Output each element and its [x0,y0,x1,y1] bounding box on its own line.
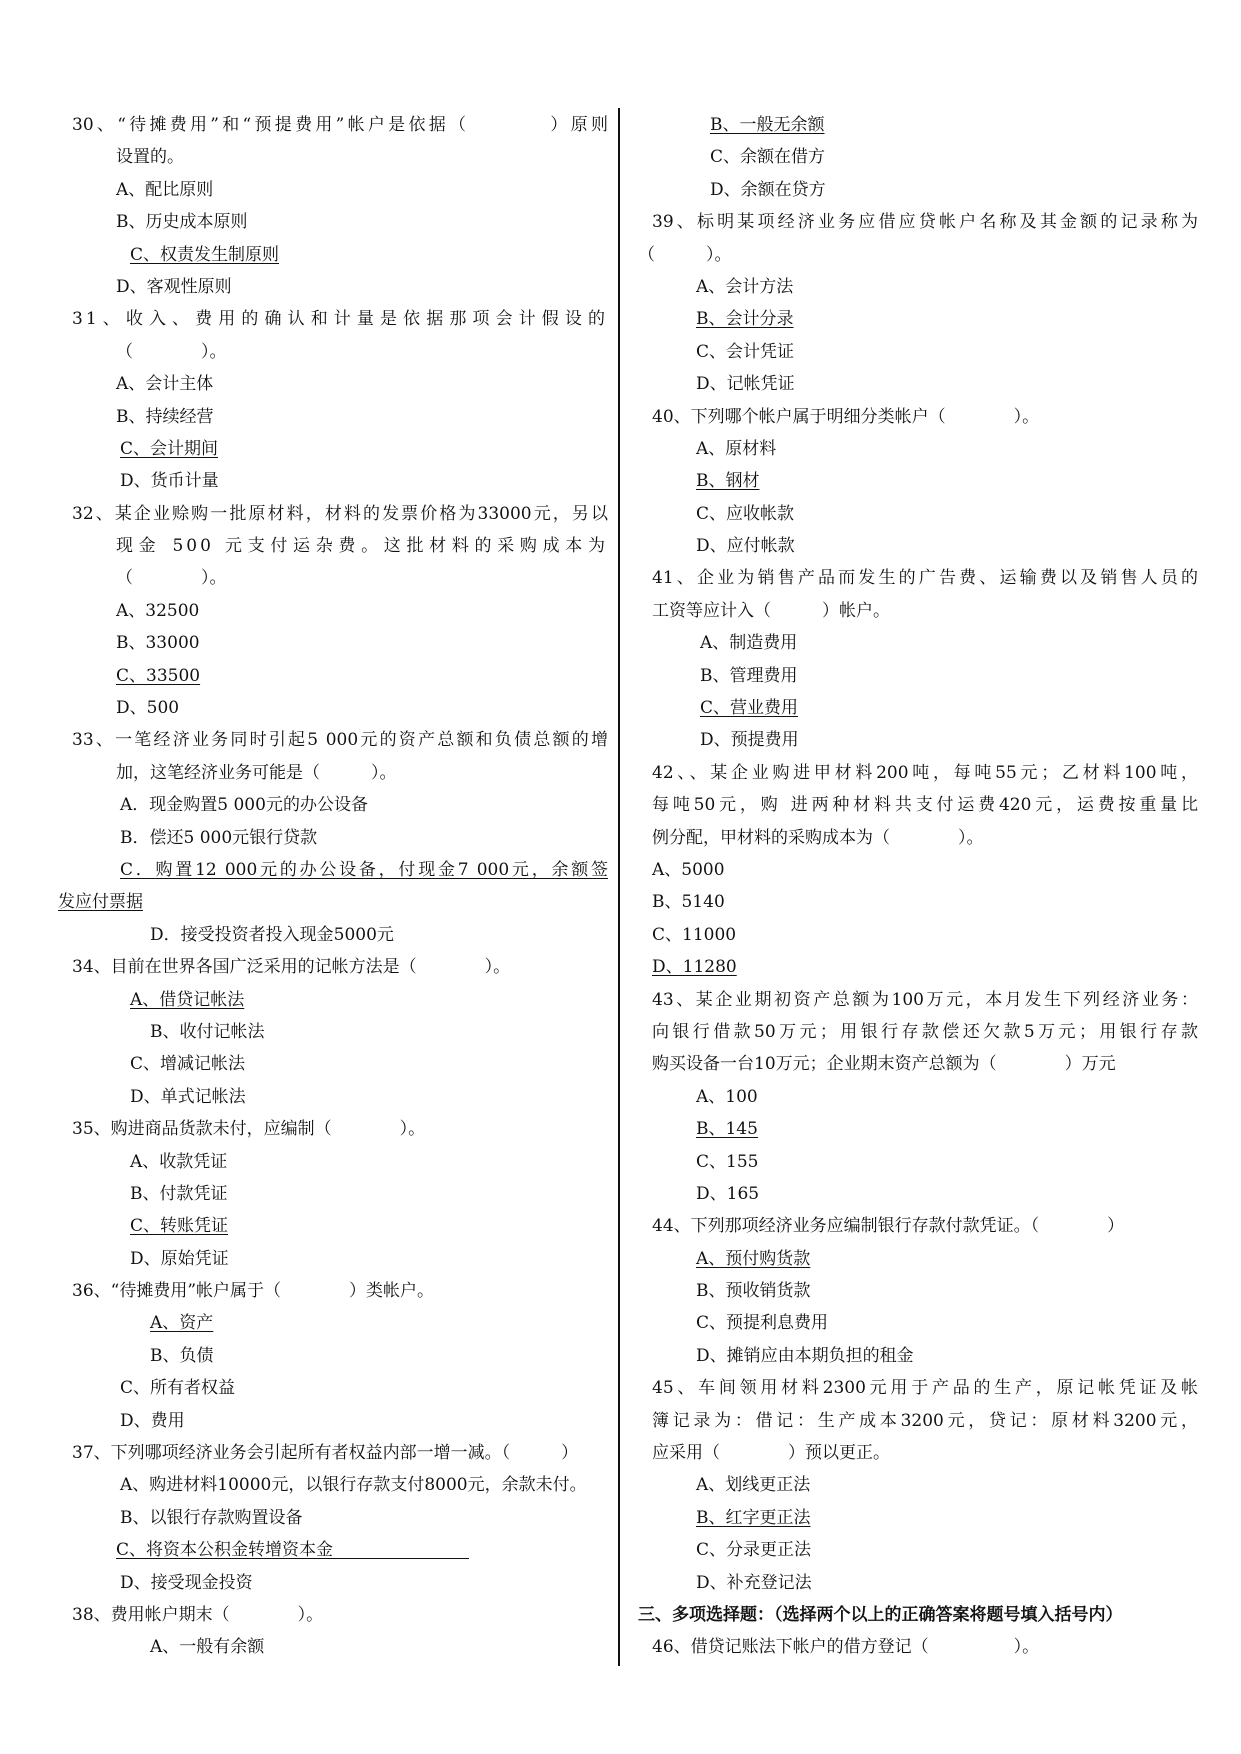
question-line: C、33500 [116,665,201,686]
question-line: D、应付帐款 [696,536,795,557]
question-line: 37、下列哪项经济业务会引起所有者权益内部一增一减。（ ） [72,1443,579,1464]
question-line: C、分录更正法 [696,1540,812,1561]
question-line: A、会计主体 [116,374,214,395]
question-line: 44、下列那项经济业务应编制银行存款付款凭证。（ ） [652,1216,1125,1237]
question-line: 向银行借款50万元；用银行存款偿还欠款5万元；用银行存款 [652,1021,1198,1042]
question-line: （ ）。 [116,568,227,589]
question-line: A、32500 [116,600,200,621]
question-line: B、负债 [150,1345,214,1366]
question-line: 每吨50元，购 进两种材料共支付运费420元，运费按重量比 [652,795,1198,816]
question-line: 簿记录为：借记：生产成本3200元，贷记：原材料3200元， [652,1410,1198,1431]
question-line: 例分配，甲材料的采购成本为（ ）。 [652,827,984,848]
question-line: C、增减记帐法 [130,1054,246,1075]
question-line: A、配比原则 [116,179,214,200]
question-line: A、划线更正法 [696,1475,811,1496]
question-line: A、原材料 [696,438,777,459]
question-line: B、付款凭证 [130,1183,228,1204]
question-line: A．现金购置5 000元的办公设备 [120,795,368,816]
question-line: B．偿还5 000元银行贷款 [120,827,318,848]
question-line: 加，这笔经济业务可能是（ ）。 [116,762,397,783]
question-line: B、钢材 [696,471,760,492]
question-line: D、余额在贷方 [710,179,826,200]
question-line: D、接受现金投资 [120,1572,253,1593]
question-line: 发应付票据 [58,892,143,913]
question-line: D、摊销应由本期负担的租金 [696,1345,914,1366]
question-line: A、预付购货款 [696,1248,811,1269]
question-line: 现金 500 元支付运杂费。这批材料的采购成本为 [116,536,608,557]
question-line: D、单式记帐法 [130,1086,246,1107]
question-line: D、费用 [120,1410,185,1431]
question-line: 46、借贷记账法下帐户的借方登记（ ）。 [652,1637,1040,1658]
question-line: 40、下列哪个帐户属于明细分类帐户（ ）。 [652,406,1040,427]
question-line: D、补充登记法 [696,1572,812,1593]
question-line: B、一般无余额 [710,115,825,135]
right-column [638,109,1198,1664]
question-line: A、5000 [652,859,725,880]
question-line: 34、目前在世界各国广泛采用的记帐方法是（ ）。 [72,957,511,978]
question-line: B、红字更正法 [696,1507,811,1528]
left-column [58,109,608,1664]
question-line: B、收付记帐法 [150,1021,265,1042]
question-line: D、原始凭证 [130,1248,229,1269]
question-line: 35、购进商品货款未付，应编制（ ）。 [72,1119,426,1140]
question-line: A、制造费用 [700,633,798,654]
question-line: B、以银行存款购置设备 [120,1507,303,1528]
question-line: 应采用（ ）预以更正。 [652,1443,890,1464]
question-line: C、所有者权益 [120,1378,236,1399]
question-line: D、记帐凭证 [696,374,795,395]
question-line: 45、车间领用材料2300元用于产品的生产，原记帐凭证及帐 [652,1378,1198,1399]
question-line: 工资等应计入（ ）帐户。 [652,600,890,621]
question-line: C、会计期间 [120,438,219,459]
question-line: C．购置12 000元的办公设备，付现金7 000元，余额签 [120,859,608,880]
question-line: D、500 [116,698,180,719]
question-line: D、预提费用 [700,730,799,751]
question-line: （ ）。 [638,244,732,265]
question-line: 33、一笔经济业务同时引起5 000元的资产总额和负债总额的增 [72,730,608,751]
question-line: C、余额在借方 [710,147,826,168]
question-line: C、11000 [652,924,737,945]
question-line: B、管理费用 [700,665,798,686]
question-line: 39、标明某项经济业务应借应贷帐户名称及其金额的记录称为 [652,212,1198,233]
question-line: B、33000 [116,633,200,654]
question-line: C、将资本公积金转增资本金 [116,1540,470,1561]
question-line: B、历史成本原则 [116,212,248,233]
column-divider [618,108,620,1666]
question-line: 购买设备一台10万元；企业期末资产总额为（ ）万元 [652,1054,1116,1075]
question-line: A、借贷记帐法 [130,989,245,1010]
question-line: 42、、某企业购进甲材料200吨，每吨55元；乙材料100吨， [652,762,1198,783]
question-line: A、100 [696,1086,758,1107]
question-line: D、货币计量 [120,471,219,492]
question-line: D、11280 [652,957,737,978]
question-line: 41、企业为销售产品而发生的广告费、运输费以及销售人员的 [652,568,1198,589]
question-line: C、155 [696,1151,759,1172]
question-line: C、预提利息费用 [696,1313,829,1334]
question-line: D、客观性原则 [116,276,232,297]
question-line: C、营业费用 [700,698,799,719]
question-line: 38、费用帐户期末（ ）。 [72,1604,324,1625]
question-line: B、会计分录 [696,309,794,330]
question-line: A、会计方法 [696,276,794,297]
question-line: B、145 [696,1119,758,1140]
question-line: 36、“待摊费用”帐户属于（ ）类帐户。 [72,1281,435,1302]
question-line: （ ）。 [116,341,227,362]
question-line: C、权责发生制原则 [130,244,280,265]
question-line: 设置的。 [116,147,184,168]
question-line: B、5140 [652,892,725,913]
question-line: 31、收入、费用的确认和计量是依据那项会计假设的 [72,309,608,330]
question-line: 43、某企业期初资产总额为100万元，本月发生下列经济业务： [652,989,1198,1010]
question-line: A、资产 [150,1313,214,1334]
question-line: 30、“待摊费用”和“预提费用”帐户是依据（ ）原则 [72,115,608,135]
question-line: 32、某企业赊购一批原材料，材料的发票价格为33000元，另以 [72,503,608,524]
question-line: A、一般有余额 [150,1637,265,1658]
question-line: C、应收帐款 [696,503,795,524]
question-line: D、165 [696,1183,760,1204]
question-line: D．接受投资者投入现金5000元 [150,924,394,945]
question-line: B、持续经营 [116,406,214,427]
question-line: C、会计凭证 [696,341,795,362]
question-line: 三、多项选择题：（选择两个以上的正确答案将题号填入括号内） [638,1604,1123,1625]
question-line: B、预收销货款 [696,1281,811,1302]
question-line: C、转账凭证 [130,1216,229,1237]
question-line: A、收款凭证 [130,1151,228,1172]
question-line: A、购进材料10000元，以银行存款支付8000元，余款未付。 [120,1475,587,1496]
